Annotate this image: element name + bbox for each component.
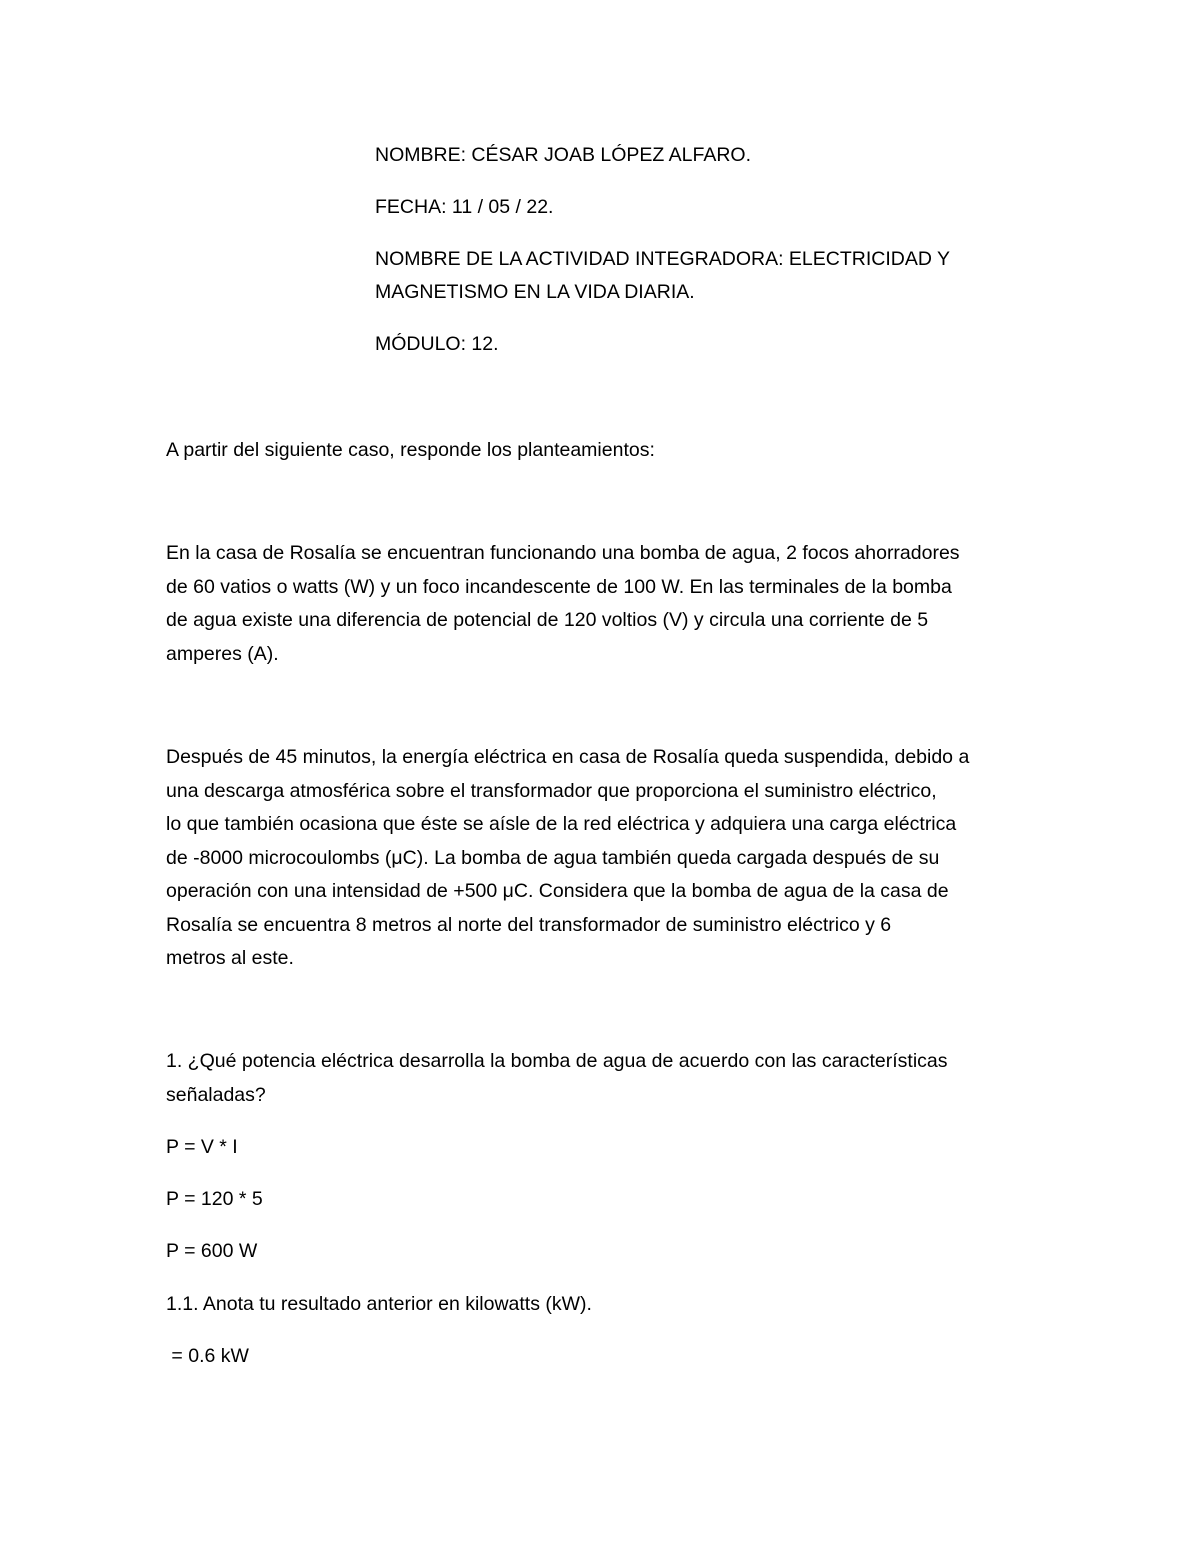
case-paragraph-2-line: lo que también ocasiona que éste se aísle de la red eléctrica y adquiera una carga eléctrica <box>166 813 957 835</box>
case-paragraph-2-line: una descarga atmosférica sobre el transformador que proporciona el suministro eléctrico, <box>166 780 937 802</box>
question-1-line-2: señaladas? <box>166 1084 266 1106</box>
case-paragraph-2-line: de -8000 microcoulombs (μC). La bomba de agua también queda cargada después de su <box>166 847 940 869</box>
module: MÓDULO: 12. <box>375 333 499 355</box>
question-1-1-answer: = 0.6 kW <box>166 1345 249 1367</box>
formula-step-3: P = 600 W <box>166 1240 258 1262</box>
instruction: A partir del siguiente caso, responde los planteamientos: <box>166 439 655 461</box>
case-paragraph-1-line: amperes (A). <box>166 643 279 665</box>
case-paragraph-2-line: Después de 45 minutos, la energía eléctrica en casa de Rosalía queda suspendida, debido a <box>166 746 970 768</box>
case-paragraph-1-line: En la casa de Rosalía se encuentran funcionando una bomba de agua, 2 focos ahorradores <box>166 542 960 564</box>
student-name: NOMBRE: CÉSAR JOAB LÓPEZ ALFARO. <box>375 144 752 166</box>
case-paragraph-2-line: metros al este. <box>166 947 294 969</box>
activity-name-line-2: MAGNETISMO EN LA VIDA DIARIA. <box>375 281 695 303</box>
question-1-1-prompt: 1.1. Anota tu resultado anterior en kilowatts (kW). <box>166 1293 592 1315</box>
formula-step-2: P = 120 * 5 <box>166 1188 263 1210</box>
formula-step-1: P = V * I <box>166 1136 238 1158</box>
case-paragraph-2-line: operación con una intensidad de +500 μC. Considera que la bomba de agua de la casa de <box>166 880 949 902</box>
case-paragraph-2-line: Rosalía se encuentra 8 metros al norte del transformador de suministro eléctrico y 6 <box>166 914 892 936</box>
date: FECHA: 11 / 05 / 22. <box>375 196 554 218</box>
question-1-line-1: 1. ¿Qué potencia eléctrica desarrolla la bomba de agua de acuerdo con las características <box>166 1050 948 1072</box>
activity-name-line-1: NOMBRE DE LA ACTIVIDAD INTEGRADORA: ELECTRICIDAD Y <box>375 248 951 270</box>
case-paragraph-1-line: de agua existe una diferencia de potencial de 120 voltios (V) y circula una corriente de 5 <box>166 609 929 631</box>
case-paragraph-1-line: de 60 vatios o watts (W) y un foco incandescente de 100 W. En las terminales de la bomba <box>166 576 952 598</box>
